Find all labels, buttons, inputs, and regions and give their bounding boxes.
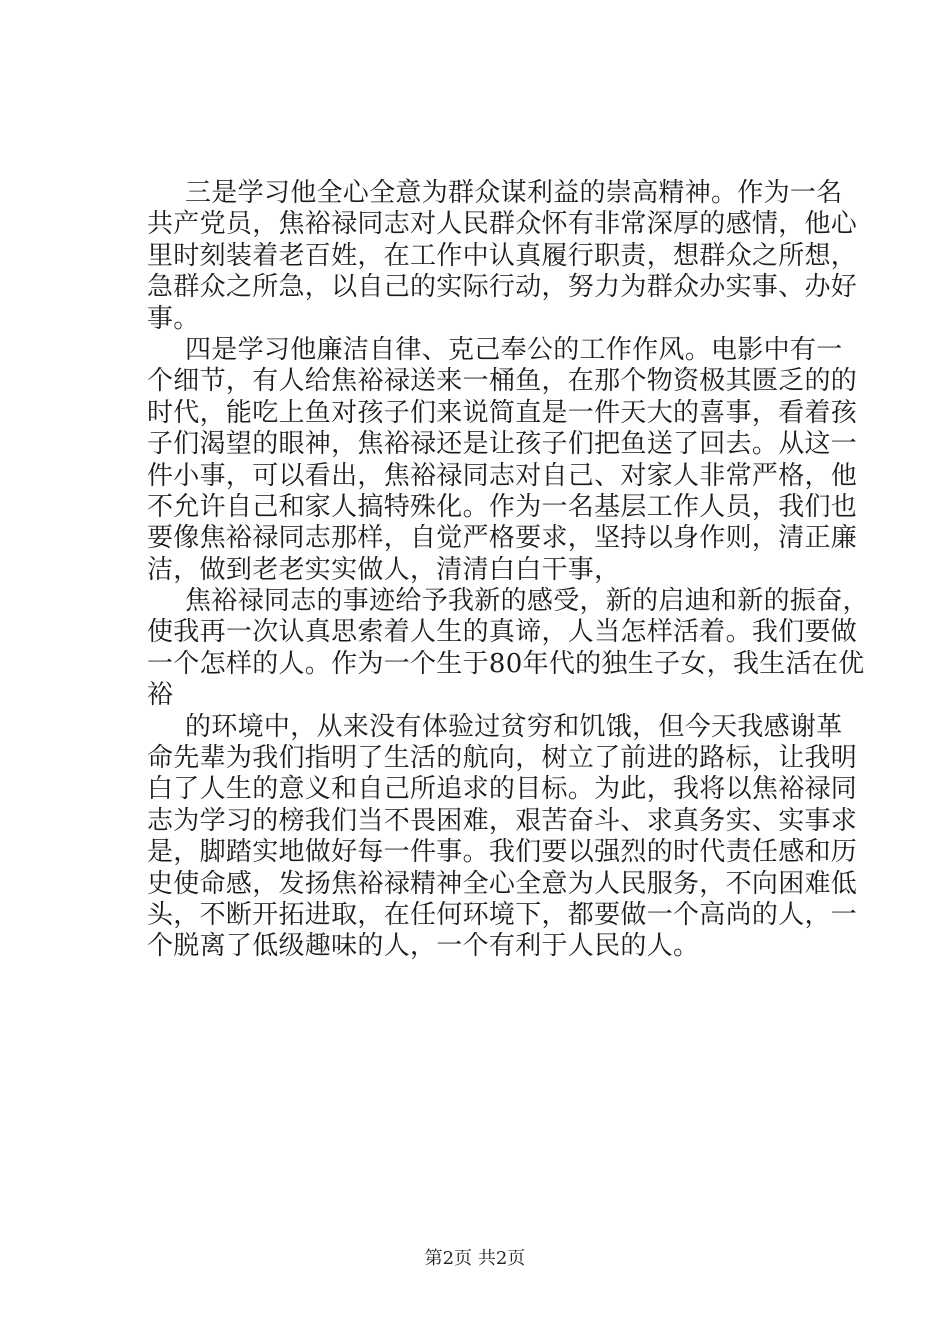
- paragraph-line: 共产党员，焦裕禄同志对人民群众怀有非常深厚的感情，他心: [147, 209, 858, 240]
- paragraph-line: 急群众之所急，以自己的实际行动，努力为群众办实事、办好: [147, 272, 858, 303]
- paragraph-line: 子们渴望的眼神，焦裕禄还是让孩子们把鱼送了回去。从这一: [147, 429, 858, 460]
- paragraph-line: 件小事，可以看出，焦裕禄同志对自己、对家人非常严格，他: [147, 460, 858, 491]
- paragraph-line: 事。: [147, 303, 200, 334]
- paragraph-line: 要像焦裕禄同志那样，自觉严格要求，坚持以身作则，清正廉: [147, 523, 858, 554]
- paragraph-line: 时代，能吃上鱼对孩子们来说简直是一件天大的喜事，看着孩: [147, 397, 858, 428]
- paragraph-line: 使我再一次认真思索着人生的真谛，人当怎样活着。我们要做: [147, 617, 858, 648]
- document-body: [147, 178, 869, 963]
- paragraph-line: 个脱离了低级趣味的人，一个有利于人民的人。: [147, 931, 700, 962]
- paragraph-line: 一个怎样的人。作为一个生于80年代的独生子女，我生活在优: [147, 648, 865, 679]
- paragraph-line: 三是学习他全心全意为群众谋利益的崇高精神。作为一名: [185, 178, 843, 208]
- paragraph-line: 头，不断开拓进取，在任何环境下，都要做一个高尚的人，一: [147, 899, 858, 930]
- paragraph-line: 个细节，有人给焦裕禄送来一桶鱼，在那个物资极其匮乏的的: [147, 366, 858, 397]
- paragraph-line: 是，脚踏实地做好每一件事。我们要以强烈的时代责任感和历: [147, 837, 858, 868]
- paragraph-line: 命先辈为我们指明了生活的航向，树立了前进的路标，让我明: [147, 743, 858, 774]
- paragraph-line: 里时刻装着老百姓，在工作中认真履行职责，想群众之所想，: [147, 240, 858, 271]
- paragraph-line: 焦裕禄同志的事迹给予我新的感受，新的启迪和新的振奋，: [185, 586, 869, 617]
- paragraph-line: 不允许自己和家人搞特殊化。作为一名基层工作人员，我们也: [147, 491, 858, 522]
- page-number-footer: 第2页 共2页: [424, 1248, 526, 1269]
- paragraph-line: 的环境中，从来没有体验过贫穷和饥饿，但今天我感谢革: [185, 711, 843, 742]
- paragraph-line: 洁，做到老老实实做人，清清白白干事，: [147, 554, 621, 585]
- paragraph-line: 志为学习的榜我们当不畏困难，艰苦奋斗、求真务实、实事求: [147, 805, 858, 836]
- paragraph-line: 裕: [147, 680, 174, 711]
- paragraph-line: 四是学习他廉洁自律、克己奉公的工作作风。电影中有一: [185, 334, 843, 365]
- paragraph-line: 白了人生的意义和自己所追求的目标。为此，我将以焦裕禄同: [147, 774, 858, 805]
- paragraph-line: 史使命感，发扬焦裕禄精神全心全意为人民服务，不向困难低: [147, 868, 858, 899]
